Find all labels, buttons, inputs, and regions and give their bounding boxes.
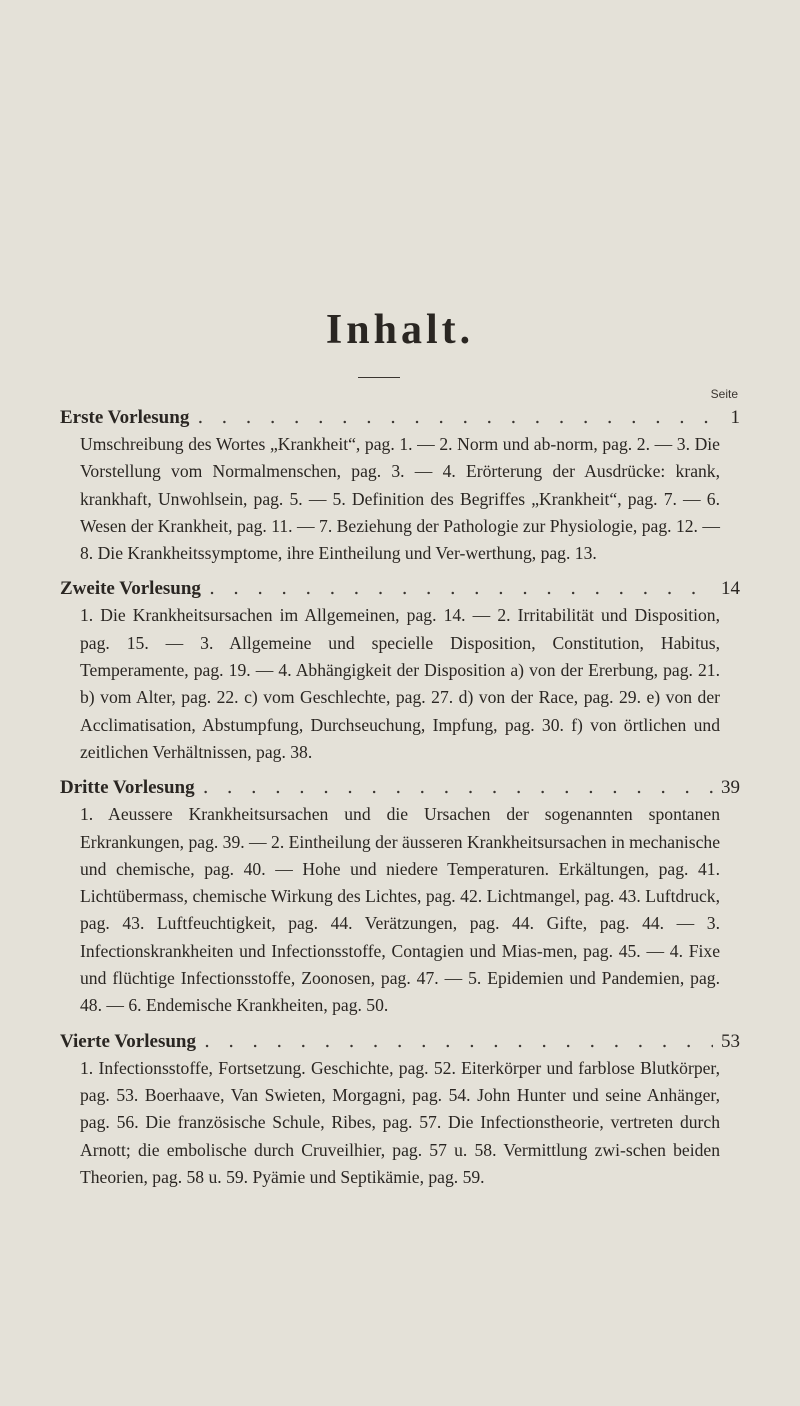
lecture-title: Erste Vorlesung	[60, 407, 190, 428]
toc-entry-head	[60, 403, 740, 431]
title-rule	[358, 377, 400, 378]
lecture-summary: 1. Die Krankheitsursachen im Allgemeinen, pag. 14. — 2. Irritabilität und Disposition, pag. 15. — 3. Allgemeine und specielle Disposition, Constitution, Habitus, Temperamente, pag. 19. — 4. Abhängigkeit der Disposition a) von der Ererbung, pag. 21. b) vom Alter, pag. 22. c) vom Geschlechte, pag. 27. d) von der Race, pag. 29. e) von der Acclimatisation, Abstumpfung, Durchseuchung, Impfung, pag. 30. f) von örtlichen und zeitlichen Verhältnissen, pag. 38.	[80, 605, 720, 762]
dot-leader	[203, 773, 713, 801]
toc-entry-2	[60, 574, 740, 766]
toc-entry-4	[60, 1027, 740, 1191]
page-number: 14	[721, 578, 740, 600]
lecture-title: Zweite Vorlesung	[60, 578, 201, 600]
seite-column-label: Seite	[710, 387, 738, 401]
toc-entry-head	[60, 1027, 740, 1055]
lecture-summary: 1. Aeussere Krankheitsursachen und die Ursachen der sogenannten spontanen Erkrankungen, pag. 39. — 2. Eintheilung der äusseren Krankheitsursachen in mechanische und chemische, pag. 40. — Hohe und niedere Temperaturen. Erkältungen, pag. 41. Lichtübermass, chemische Wirkung des Lichtes, pag. 42. Lichtmangel, pag. 43. Luftdruck, pag. 43. Luftfeuchtigkeit, pag. 44. Verätzungen, pag. 44. Gifte, pag. 44. — 3. Infectionskrankheiten und Infectionsstoffe, Contagien und Mias-men, pag. 45. — 4. Fixe und flüchtige Infectionsstoffe, Zoonosen, pag. 47. — 5. Epidemien und Pandemien, pag. 48. — 6. Endemische Krankheiten, pag. 50.	[80, 804, 721, 1016]
lecture-title: Dritte Vorlesung	[60, 777, 195, 799]
toc-entry-3	[60, 773, 740, 1019]
page-number: 39	[721, 777, 740, 799]
dot-leader	[209, 574, 713, 602]
table-of-contents	[60, 403, 740, 1198]
dot-leader	[204, 1027, 713, 1055]
toc-entry-1	[60, 403, 740, 567]
lecture-summary: 1. Infectionsstoffe, Fortsetzung. Geschichte, pag. 52. Eiterkörper und farblose Blutkörper, pag. 53. Boerhaave, Van Swieten, Morgagni, pag. 54. John Hunter und seine Anhänger, pag. 56. Die französische Schule, Ribes, pag. 57. Die Infectionstheorie, vertreten durch Arnott; die embolische durch Cruveilhier, pag. 57 u. 58. Vermittlung zwi-schen beiden Theorien, pag. 58 u. 59. Pyämie und Septikämie, pag. 59.	[80, 1057, 720, 1187]
page-title: Inhalt.	[325, 307, 475, 353]
dot-leader	[197, 403, 722, 431]
page-number: 1	[730, 407, 740, 428]
lecture-summary: Umschreibung des Wortes „Krankheit“, pag. 1. — 2. Norm und ab-norm, pag. 2. — 3. Die Vorstellung vom Normalmenschen, pag. 3. — 4. Erörterung der Ausdrücke: krank, krankhaft, Unwohlsein, pag. 5. — 5. Definition des Begriffes „Krankheit“, pag. 7. — 6. Wesen der Krankheit, pag. 11. — 7. Beziehung der Pathologie zur Physiologie, pag. 12. — 8. Die Krankheitssymptome, ihre Eintheilung und Ver-werthung, pag. 13.	[80, 434, 720, 564]
toc-entry-head	[60, 773, 740, 801]
lecture-title: Vierte Vorlesung	[60, 1030, 196, 1052]
page-number: 53	[721, 1030, 740, 1052]
toc-entry-head	[60, 574, 740, 602]
